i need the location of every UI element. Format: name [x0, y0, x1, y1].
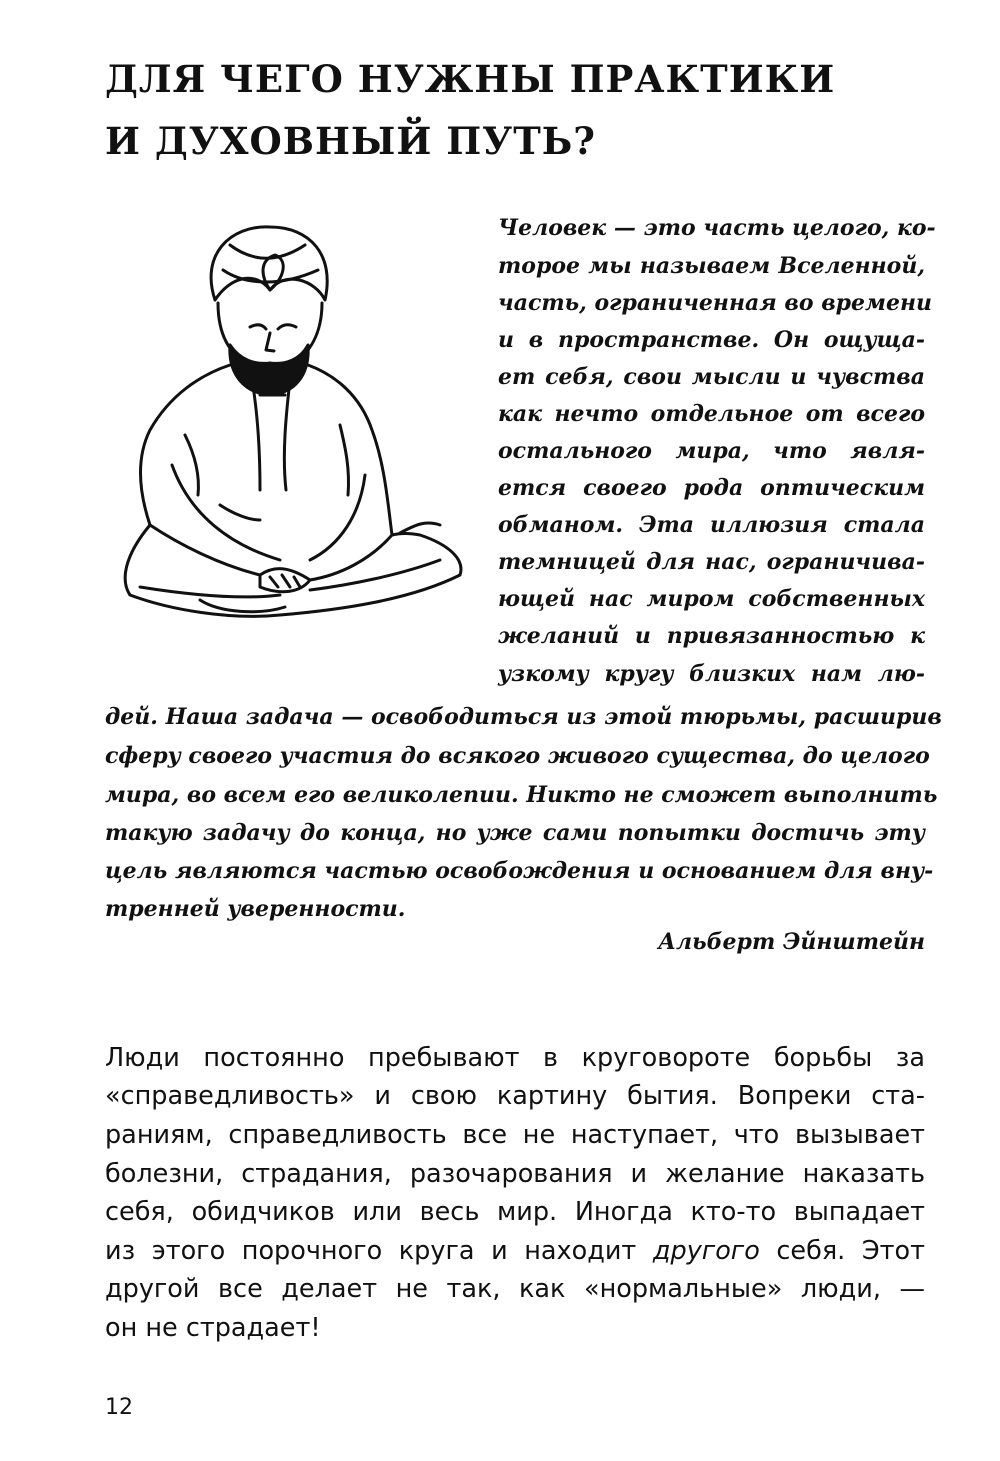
quote-line: узкому кругу близких нам лю- [498, 661, 925, 687]
quote-line: ется своего рода оптическим [498, 475, 925, 501]
body-line: раниям, справедливость все не наступает, что вызывает [105, 1120, 925, 1150]
body-line: болезни, страдания, разочарования и желание наказать [105, 1159, 925, 1189]
quote-line: ет себя, свои мысли и чувства [498, 364, 925, 390]
body-line: себя, обидчиков или весь мир. Иногда кто-то выпадает [105, 1197, 925, 1227]
quote-line: как нечто отдельное от всего [498, 401, 925, 427]
emphasized-word: другого [652, 1236, 760, 1266]
page-number: 12 [105, 1395, 133, 1420]
quote-line: обманом. Эта иллюзия стала [498, 512, 925, 538]
body-line-text: из этого порочного круга и находит [105, 1236, 653, 1266]
quote-line: ющей нас миром собственных [498, 586, 925, 612]
body-line-text: себя. Этот [759, 1236, 925, 1266]
quote-line: мира, во всем его великолепии. Никто не сможет выполнить [105, 782, 938, 808]
quote-line: темницей для нас, ограничива- [498, 549, 925, 575]
quote-line: и в пространстве. Он ощуща- [498, 327, 925, 353]
quote-line: тренней уверенности. [105, 896, 406, 922]
body-line: Люди постоянно пребывают в круговороте борьбы за [105, 1043, 925, 1073]
body-line: «справедливость» и свою картину бытия. Вопреки ста- [105, 1081, 925, 1111]
chapter-title-line-1: ДЛЯ ЧЕГО НУЖНЫ ПРАКТИКИ [105, 57, 836, 101]
quote-line: торое мы называем Вселенной, [498, 253, 925, 279]
quote-line: сферу своего участия до всякого живого существа, до целого [105, 743, 930, 769]
body-line [105, 1234, 925, 1268]
chapter-title-line-2: И ДУХОВНЫЙ ПУТЬ? [105, 119, 596, 163]
body-line: он не страдает! [105, 1313, 321, 1343]
quote-line: остального мира, что явля- [498, 438, 925, 464]
quote-line: дей. Наша задача — освободиться из этой тюрьмы, расширив [105, 704, 942, 730]
quote-line: Человек — это часть целого, ко- [498, 215, 936, 241]
quote-line: часть, ограниченная во времени [498, 290, 932, 316]
body-line: другой все делает не так, как «нормальные» люди, — [105, 1274, 925, 1304]
quote-line: цель являются частью освобождения и основанием для вну- [105, 858, 934, 884]
quote-line: такую задачу до конца, но уже сами попытки достичь эту [105, 820, 925, 846]
quote-author: Альберт Эйнштейн [658, 929, 925, 955]
quote-line: желаний и привязанностью к [498, 623, 925, 649]
